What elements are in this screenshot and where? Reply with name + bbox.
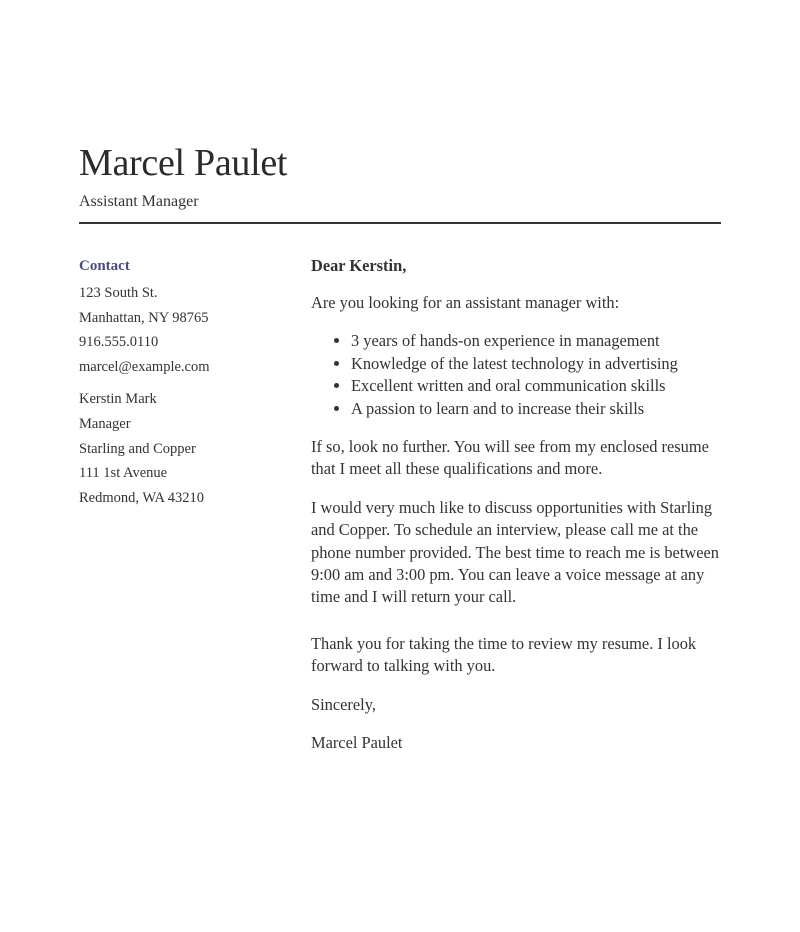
qualification-item: • Excellent written and oral communication skills: [351, 375, 723, 397]
sender-name: Marcel Paulet: [79, 142, 288, 184]
letter-header: [79, 140, 721, 224]
recipient-contact-block: [79, 387, 299, 510]
sender-street: 123 South St.: [79, 285, 158, 301]
contact-heading: Contact: [79, 258, 130, 274]
sender-phone: 916.555.0110: [79, 334, 159, 351]
sender-contact-block: [79, 281, 299, 379]
letter-paragraph-2: I would very much like to discuss opportunities with Starling and Copper. To schedule an interview, please call me at the phone number provided. The best time to reach me is between 9:00 am and 3:00 pm. You can leave a voice message at any time and I will return your call.: [311, 497, 719, 607]
recipient-street: 111 1st Avenue: [79, 465, 168, 482]
sender-job-title: Assistant Manager: [79, 193, 199, 210]
letter-signature: Marcel Paulet: [311, 733, 403, 753]
qualification-item: • A passion to learn and to increase their skills: [351, 398, 723, 420]
recipient-title: Manager: [79, 415, 131, 432]
recipient-city: Redmond, WA 43210: [79, 489, 204, 506]
contact-sidebar: [79, 256, 299, 518]
letter-paragraph-1: If so, look no further. You will see from my enclosed resume that I meet all these qualifications and more.: [311, 437, 709, 479]
sender-city: Manhattan, NY 98765: [79, 309, 209, 326]
qualification-item: • Knowledge of the latest technology in advertising: [351, 353, 723, 375]
cover-letter-page: [79, 140, 721, 753]
sender-email: marcel@example.com: [79, 358, 210, 375]
header-divider: [79, 222, 721, 224]
recipient-company: Starling and Copper: [79, 440, 196, 457]
letter-intro: Are you looking for an assistant manager with:: [311, 293, 620, 312]
qualification-item: • 3 years of hands-on experience in management: [351, 330, 723, 352]
letter-greeting: Dear Kerstin,: [311, 256, 407, 275]
letter-paragraph-3: Thank you for taking the time to review my resume. I look forward to talking with you.: [311, 633, 697, 676]
letter-closing: Sincerely,: [311, 694, 376, 714]
letter-body: [311, 256, 723, 771]
recipient-name: Kerstin Mark: [79, 391, 157, 408]
qualifications-list: [311, 330, 723, 420]
